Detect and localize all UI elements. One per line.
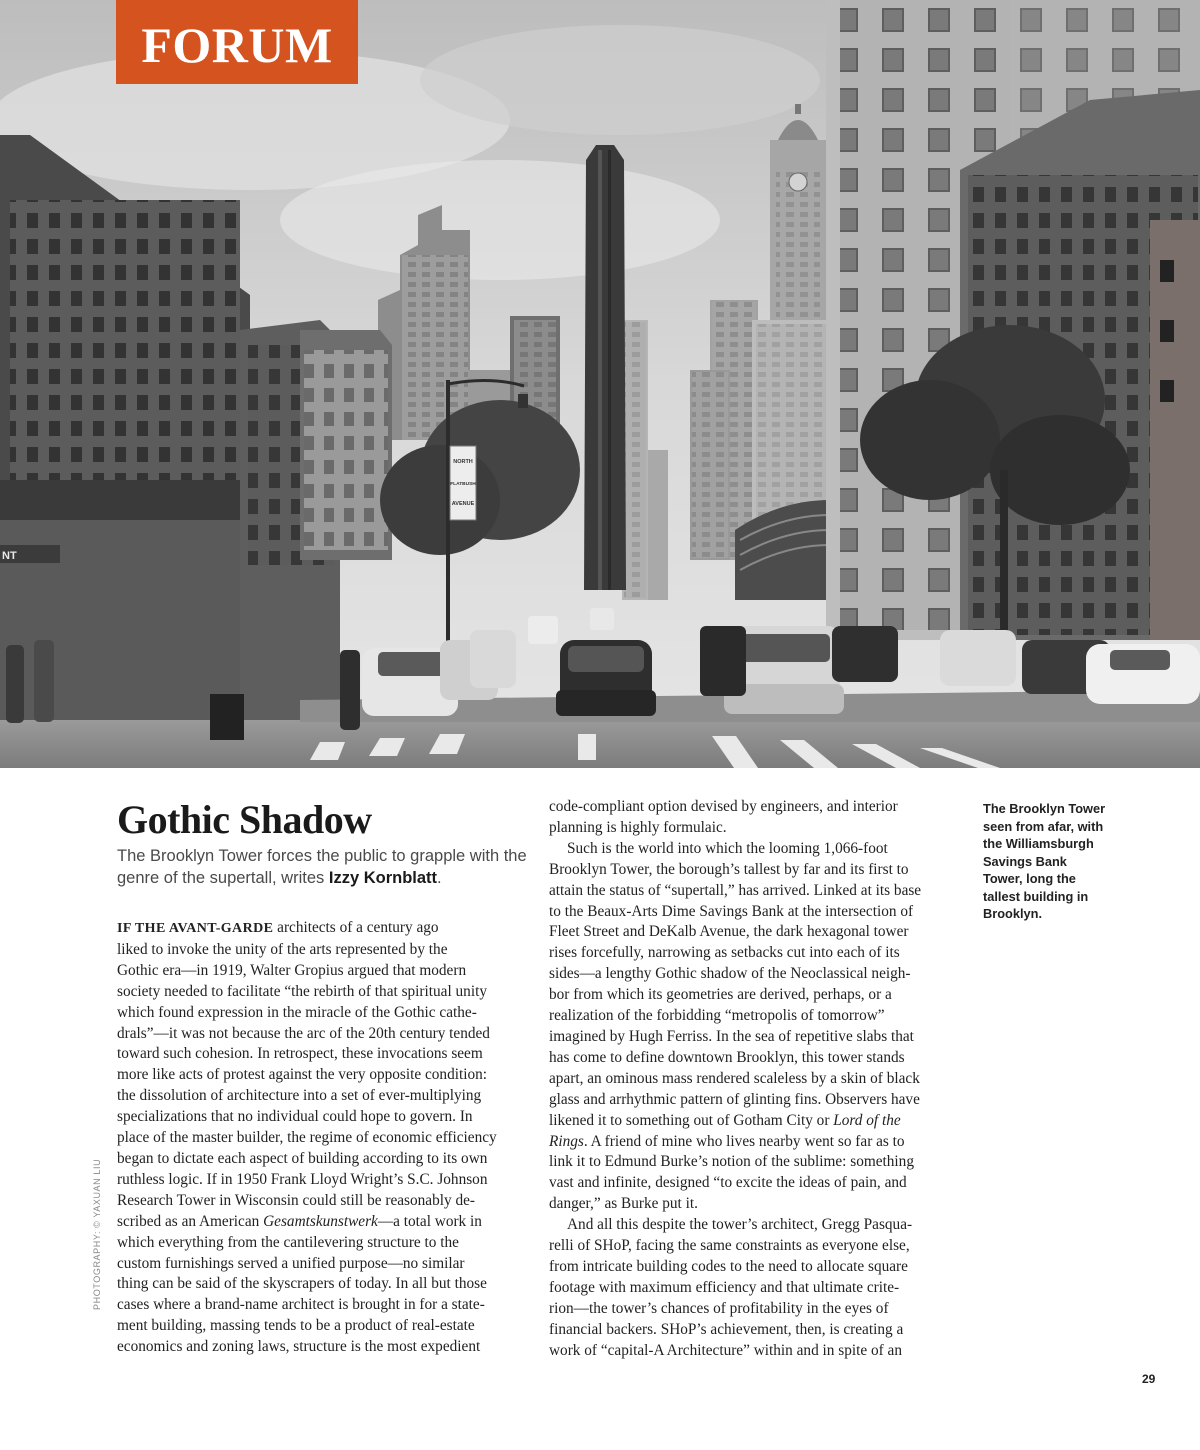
line-text: scribed as an American xyxy=(117,1212,264,1230)
body-line: imagined by Hugh Ferriss. In the sea of repetitive slabs that xyxy=(549,1027,914,1045)
article-dek xyxy=(117,845,532,889)
dek-text: The Brooklyn Tower forces the public to grapple with the genre of the supertall, writes xyxy=(117,847,527,887)
body-line: footage with maximum efficiency and that ultimate crite- xyxy=(549,1278,900,1296)
body-line xyxy=(549,1132,959,1153)
italic-title: Rings xyxy=(549,1132,584,1150)
body-line: specializations that no individual could hope to govern. In xyxy=(117,1108,473,1126)
author-name: Izzy Kornblatt xyxy=(328,869,438,887)
body-line: more like acts of protest against the very opposite condition: xyxy=(117,1066,488,1084)
body-line: financial backers. SHoP’s achievement, then, is creating a xyxy=(549,1320,904,1338)
body-line: code-compliant option devised by engineers, and interior xyxy=(549,798,898,815)
body-line: toward such cohesion. In retrospect, these invocations seem xyxy=(117,1045,483,1063)
body-line: glass and arrhythmic pattern of glinting fins. Observers have xyxy=(549,1090,920,1108)
body-column-1 xyxy=(117,918,527,1358)
body-line: economics and zoning laws, structure is the most expedient xyxy=(117,1338,481,1356)
body-line: thing can be said of the skyscrapers of today. In all but those xyxy=(117,1275,487,1293)
section-tag: FORUM xyxy=(116,0,358,84)
storefront-sign: NT xyxy=(2,550,17,562)
body-line: cases where a brand-name architect is brought in for a state- xyxy=(117,1296,485,1314)
body-column-2 xyxy=(549,797,959,1361)
lead-in: IF THE AVANT-GARDE xyxy=(117,921,274,936)
line-text: —a total work in xyxy=(377,1212,482,1230)
body-line: from intricate building codes to the need to allocate square xyxy=(549,1257,908,1275)
body-line: attain the status of “supertall,” has arrived. Linked at its base xyxy=(549,881,922,899)
body-line: to the Beaux-Arts Dime Savings Bank at the intersection of xyxy=(549,902,914,920)
body-line: which everything from the cantilevering structure to the xyxy=(117,1233,459,1251)
article-headline: Gothic Shadow xyxy=(117,797,372,842)
body-line: rion—the tower’s chances of profitability in the eyes of xyxy=(549,1299,889,1317)
body-line: society needed to facilitate “the rebirth of that spiritual unity xyxy=(117,982,487,1000)
body-line: apart, an ominous mass rendered scaleless by a skin of black xyxy=(549,1069,920,1087)
body-line: And all this despite the tower’s architect, Gregg Pasqua- xyxy=(567,1216,913,1234)
body-line: link it to Edmund Burke’s notion of the sublime: something xyxy=(549,1153,914,1171)
banner-word-2: FLATBUSH xyxy=(450,482,476,487)
dek-period: . xyxy=(437,869,442,887)
line-text: . A friend of mine who lives nearby went so far as to xyxy=(583,1132,905,1150)
body-line: bor from which its geometries are derived, perhaps, or a xyxy=(549,986,892,1004)
body-line: realization of the forbidding “metropolis of tomorrow” xyxy=(549,1007,885,1025)
body-line: rises forcefully, narrowing as setbacks cut into each of its xyxy=(549,944,900,962)
body-line: Brooklyn Tower, the borough’s tallest by far and its first to xyxy=(549,860,909,878)
body-line: custom furnishings served a unified purpose—no similar xyxy=(117,1254,465,1272)
body-line: which found expression in the miracle of the Gothic cathe- xyxy=(117,1003,477,1021)
line-text: architects of a century ago xyxy=(273,919,439,936)
page-number: 29 xyxy=(1142,1372,1156,1386)
body-line: ruthless logic. If in 1950 Frank Lloyd Wright’s S.C. Johnson xyxy=(117,1170,488,1188)
body-line: work of “capital-A Architecture” within and in spite of an xyxy=(549,1341,902,1359)
body-line: Fleet Street and DeKalb Avenue, the dark hexagonal tower xyxy=(549,923,909,941)
photo-credit: PHOTOGRAPHY: © YAXUAN LIU xyxy=(92,1158,102,1310)
body-line xyxy=(549,1111,959,1132)
body-line: Gothic era—in 1919, Walter Gropius argued that modern xyxy=(117,961,467,979)
body-line: ment building, massing tends to be a product of real-estate xyxy=(117,1317,475,1335)
banner-word-3: AVENUE xyxy=(451,501,475,507)
body-line: Research Tower in Wisconsin could still be reasonably de- xyxy=(117,1191,475,1209)
body-line: planning is highly formulaic. xyxy=(549,818,727,836)
body-line: danger,” as Burke put it. xyxy=(549,1195,698,1213)
body-line: the dissolution of architecture into a set of ever-multiplying xyxy=(117,1087,482,1105)
body-line xyxy=(117,918,527,940)
body-line: began to dictate each aspect of building according to its own xyxy=(117,1149,488,1167)
body-line: drals”—it was not because the arc of the 20th century tended xyxy=(117,1024,490,1042)
body-line: Such is the world into which the looming 1,066-foot xyxy=(567,839,888,857)
banner-word-1: NORTH xyxy=(453,459,473,465)
body-line: has come to define downtown Brooklyn, this tower stands xyxy=(549,1048,905,1066)
body-line: relli of SHoP, facing the same constraints as everyone else, xyxy=(549,1237,910,1255)
body-line: place of the master builder, the regime of economic efficiency xyxy=(117,1129,497,1147)
line-text: likened it to something out of Gotham City or xyxy=(549,1111,834,1129)
body-line: vast and infinite, designed “to excite the ideas of pain, and xyxy=(549,1174,907,1192)
body-line: liked to invoke the unity of the arts represented by the xyxy=(117,940,448,958)
italic-term: Gesamtskunstwerk xyxy=(263,1212,378,1230)
body-line: sides—a lengthy Gothic shadow of the Neoclassical neigh- xyxy=(549,965,911,983)
italic-title: Lord of the xyxy=(833,1111,901,1129)
photo-caption: The Brooklyn Tower seen from afar, with the Williamsburgh Savings Bank Tower, long the tallest building in Brooklyn. xyxy=(983,801,1106,921)
body-line xyxy=(117,1212,527,1233)
